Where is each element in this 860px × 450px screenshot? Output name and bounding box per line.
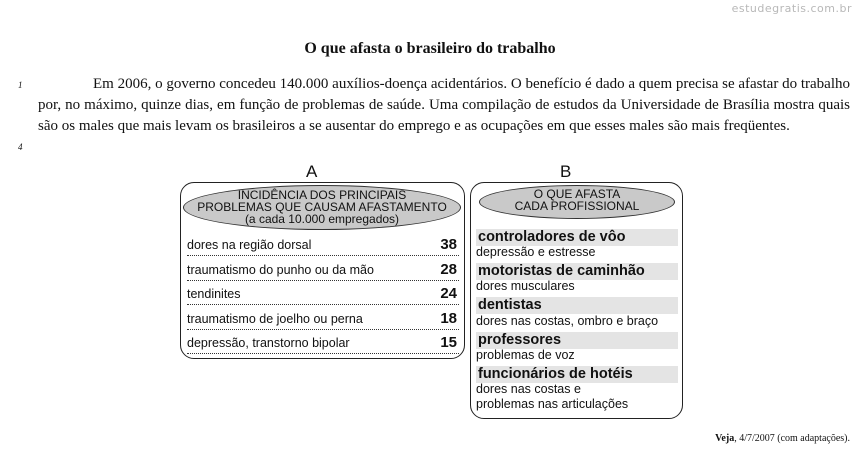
incidence-value: 24 xyxy=(440,285,457,302)
problem-label: tendinites xyxy=(187,287,241,301)
panel-b-header xyxy=(479,185,675,219)
problem-label: traumatismo do punho ou da mão xyxy=(187,263,374,277)
panel-a-letter: A xyxy=(306,162,318,181)
panel-a-header-line2: PROBLEMAS QUE CAUSAM AFASTAMENTO xyxy=(197,200,447,214)
intro-paragraph-text: Em 2006, o governo concedeu 140.000 auxílios-doença acidentários. O benefício é dado a quem precisa se afastar do trabalho por, no máximo, quinze dias, em função de problemas de saúde. Uma compilação de estudos da Universidade de Brasília mostra quais são os males que mais levam os brasileiros a se ausentar do emprego e as ocupações em que esses males são mais freqüentes. xyxy=(38,76,850,134)
panel-b-letter: B xyxy=(560,162,572,181)
panel-a-header-line1: INCIDÊNCIA DOS PRINCIPAIS xyxy=(237,188,407,202)
occupation-problem: dores nas costas e problemas nas articulações xyxy=(476,382,629,411)
source-details: , 4/7/2007 (com adaptações). xyxy=(734,433,850,444)
occupation-label: motoristas de caminhão xyxy=(476,263,678,280)
occupation-problem: dores musculares xyxy=(476,279,575,293)
panel-b-header-line2: CADA PROFISSIONAL xyxy=(514,199,640,213)
table-row xyxy=(187,307,459,330)
occupation-label: dentistas xyxy=(476,297,678,314)
intro-paragraph xyxy=(38,74,850,137)
panel-b-header-line1: O QUE AFASTA xyxy=(533,187,621,201)
table-row xyxy=(187,331,459,354)
incidence-value: 15 xyxy=(440,334,457,351)
table-row xyxy=(187,233,459,256)
incidence-value: 28 xyxy=(440,261,457,278)
panel-a-header xyxy=(183,185,461,230)
panel-a xyxy=(180,182,465,359)
source-publication: Veja xyxy=(715,433,735,444)
watermark: estudegratis.com.br xyxy=(731,2,852,15)
line-number-1: 1 xyxy=(18,80,23,90)
line-number-4: 4 xyxy=(18,142,23,152)
problem-label: traumatismo de joelho ou perna xyxy=(187,312,363,326)
problem-label: depressão, transtorno bipolar xyxy=(187,336,350,350)
panel-a-header-line3: (a cada 10.000 empregados) xyxy=(244,212,400,226)
page-title: O que afasta o brasileiro do trabalho xyxy=(304,40,556,57)
occupation-problem: depressão e estresse xyxy=(476,245,596,259)
occupation-label: controladores de vôo xyxy=(476,229,678,246)
occupation-problem: dores nas costas, ombro e braço xyxy=(476,314,659,328)
occupation-label: professores xyxy=(476,332,678,349)
table-row xyxy=(187,282,459,305)
incidence-value: 38 xyxy=(440,236,457,253)
problem-label: dores na região dorsal xyxy=(187,238,312,252)
occupation-problem: problemas de voz xyxy=(476,348,575,362)
table-row xyxy=(187,258,459,281)
occupation-label: funcionários de hotéis xyxy=(476,366,678,383)
incidence-value: 18 xyxy=(440,310,457,327)
source-citation xyxy=(715,433,850,444)
panel-b xyxy=(470,182,683,419)
